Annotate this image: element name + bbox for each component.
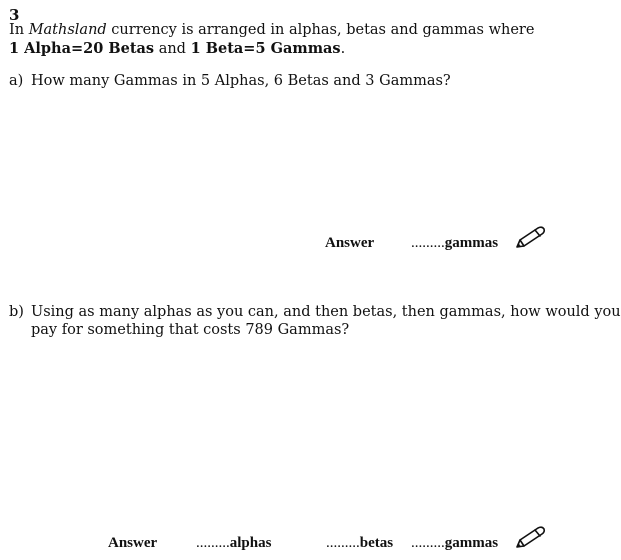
part-a-answer-field[interactable] (411, 235, 498, 252)
answer-unit-gammas: gammas (444, 235, 499, 251)
part-b-question-line2: pay for something that costs 789 Gammas? (31, 322, 350, 338)
rate-end: . (340, 41, 346, 57)
currency-rates (9, 40, 345, 57)
part-b-answer-field-betas[interactable] (326, 535, 393, 552)
answer-dots: ......... (411, 535, 445, 551)
part-a-question (9, 73, 451, 89)
part-a-answer-label: Answer (325, 235, 375, 251)
answer-unit-alphas: alphas (229, 535, 272, 551)
rate-beta-gamma: 1 Beta=5 Gammas (190, 40, 341, 57)
answer-unit-betas: betas (359, 535, 394, 551)
intro-text-pre: In (9, 22, 29, 38)
rate-alpha-beta: 1 Alpha=20 Betas (9, 40, 155, 57)
question-intro (9, 22, 534, 38)
pencil-icon (514, 526, 546, 550)
rate-and: and (154, 41, 191, 57)
part-a-text: How many Gammas in 5 Alphas, 6 Betas and 3 Gammas? (31, 73, 451, 89)
part-b-answer-field-gammas[interactable] (411, 535, 498, 552)
question-number: 3 (9, 6, 20, 24)
intro-place-name: Mathsland (28, 22, 107, 38)
part-b-answer-label: Answer (108, 535, 158, 551)
answer-unit-gammas: gammas (444, 535, 499, 551)
answer-dots: ......... (411, 235, 445, 251)
pencil-icon (514, 226, 546, 250)
intro-text-post: currency is arranged in alphas, betas and gammas where (106, 22, 535, 38)
part-b-label: b) (9, 304, 24, 320)
answer-dots: ......... (326, 535, 360, 551)
part-b-text-line1: Using as many alphas as you can, and then betas, then gammas, how would you (31, 304, 621, 320)
part-b-answer-field-alphas[interactable] (196, 535, 271, 552)
answer-dots: ......... (196, 535, 230, 551)
part-b-question-line1 (9, 304, 621, 320)
part-a-label: a) (9, 73, 24, 89)
